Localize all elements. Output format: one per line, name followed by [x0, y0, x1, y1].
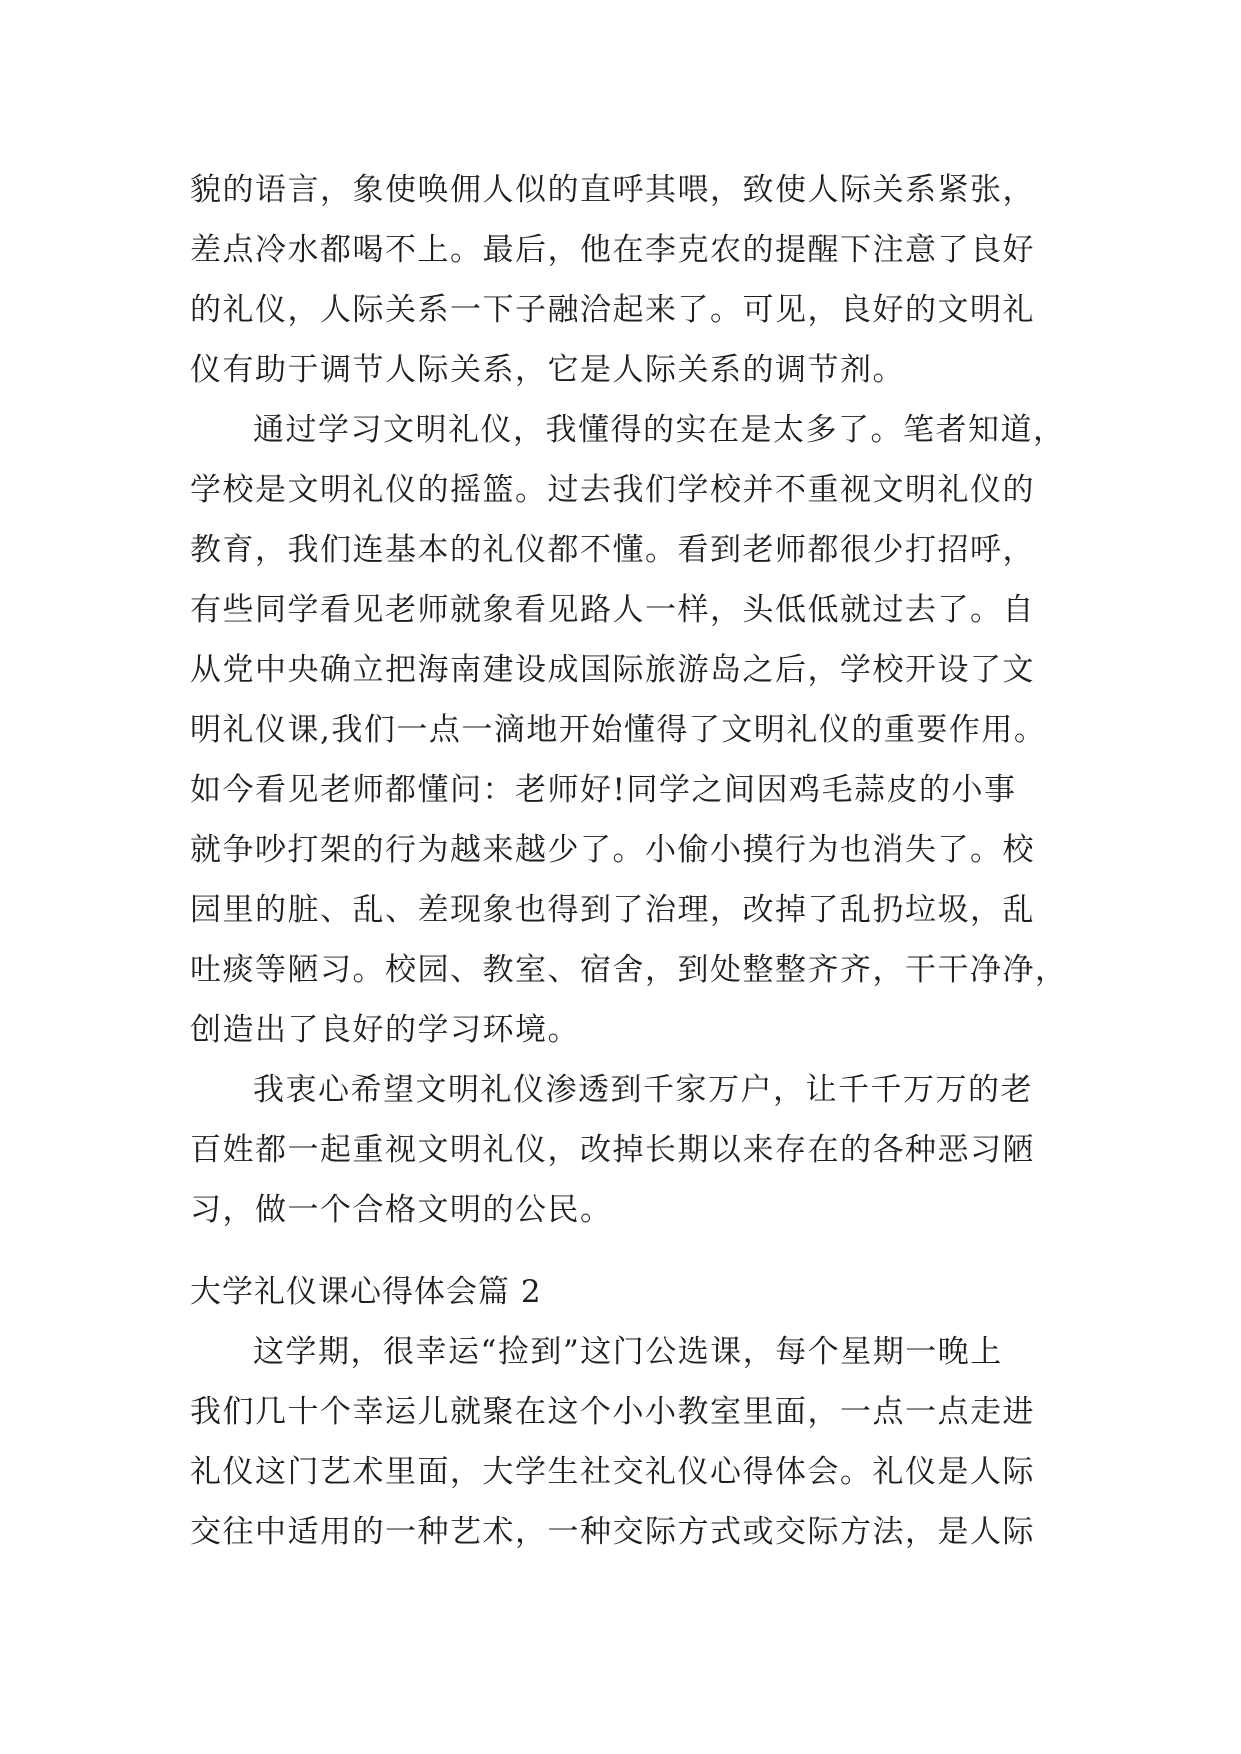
paragraph-line: 这学期，很幸运“捡到”这门公选课，每个星期一晚上 [253, 1334, 1003, 1370]
paragraph-line: 园里的脏、乱、差现象也得到了治理，改掉了乱扔垃圾，乱 [190, 892, 1035, 928]
paragraph-line: 从党中央确立把海南建设成国际旅游岛之后，学校开设了文 [190, 652, 1035, 688]
paragraph-line: 百姓都一起重视文明礼仪，改掉长期以来存在的各种恶习陋 [190, 1132, 1035, 1168]
paragraph-line: 学校是文明礼仪的摇篮。过去我们学校并不重视文明礼仪的 [190, 472, 1035, 508]
paragraph-line: 创造出了良好的学习环境。 [190, 1012, 580, 1048]
paragraph-line: 如今看见老师都懂问：老师好!同学之间因鸡毛蒜皮的小事 [190, 772, 1017, 808]
section-heading: 大学礼仪课心得体会篇 2 [190, 1274, 542, 1310]
paragraph-line: 教育，我们连基本的礼仪都不懂。看到老师都很少打招呼， [190, 532, 1035, 568]
body-text-lower [190, 1322, 1070, 1562]
paragraph-line: 仪有助于调节人际关系，它是人际关系的调节剂。 [190, 352, 905, 388]
paragraph-line: 的礼仪，人际关系一下子融洽起来了。可见，良好的文明礼 [190, 292, 1035, 328]
paragraph-line: 吐痰等陋习。校园、教室、宿舍，到处整整齐齐，干干净净， [190, 952, 1068, 988]
paragraph-line: 我衷心希望文明礼仪渗透到千家万户，让千千万万的老 [253, 1072, 1033, 1108]
paragraph-line: 交往中适用的一种艺术，一种交际方式或交际方法，是人际 [190, 1514, 1035, 1550]
body-text-upper [190, 160, 1070, 1240]
paragraph-line: 有些同学看见老师就象看见路人一样，头低低就过去了。自 [190, 592, 1035, 628]
paragraph-line: 习，做一个合格文明的公民。 [190, 1192, 613, 1228]
paragraph-line: 就争吵打架的行为越来越少了。小偷小摸行为也消失了。校 [190, 832, 1035, 868]
paragraph-line: 礼仪这门艺术里面，大学生社交礼仪心得体会。礼仪是人际 [190, 1454, 1035, 1490]
paragraph-line: 差点冷水都喝不上。最后，他在李克农的提醒下注意了良好 [190, 232, 1035, 268]
paragraph-line: 明礼仪课,我们一点一滴地开始懂得了文明礼仪的重要作用。 [190, 712, 1047, 748]
paragraph-line: 我们几十个幸运儿就聚在这个小小教室里面，一点一点走进 [190, 1394, 1035, 1430]
paragraph-line: 通过学习文明礼仪，我懂得的实在是太多了。笔者知道， [253, 412, 1066, 448]
paragraph-line: 貌的语言，象使唤佣人似的直呼其喂，致使人际关系紧张， [190, 172, 1035, 208]
